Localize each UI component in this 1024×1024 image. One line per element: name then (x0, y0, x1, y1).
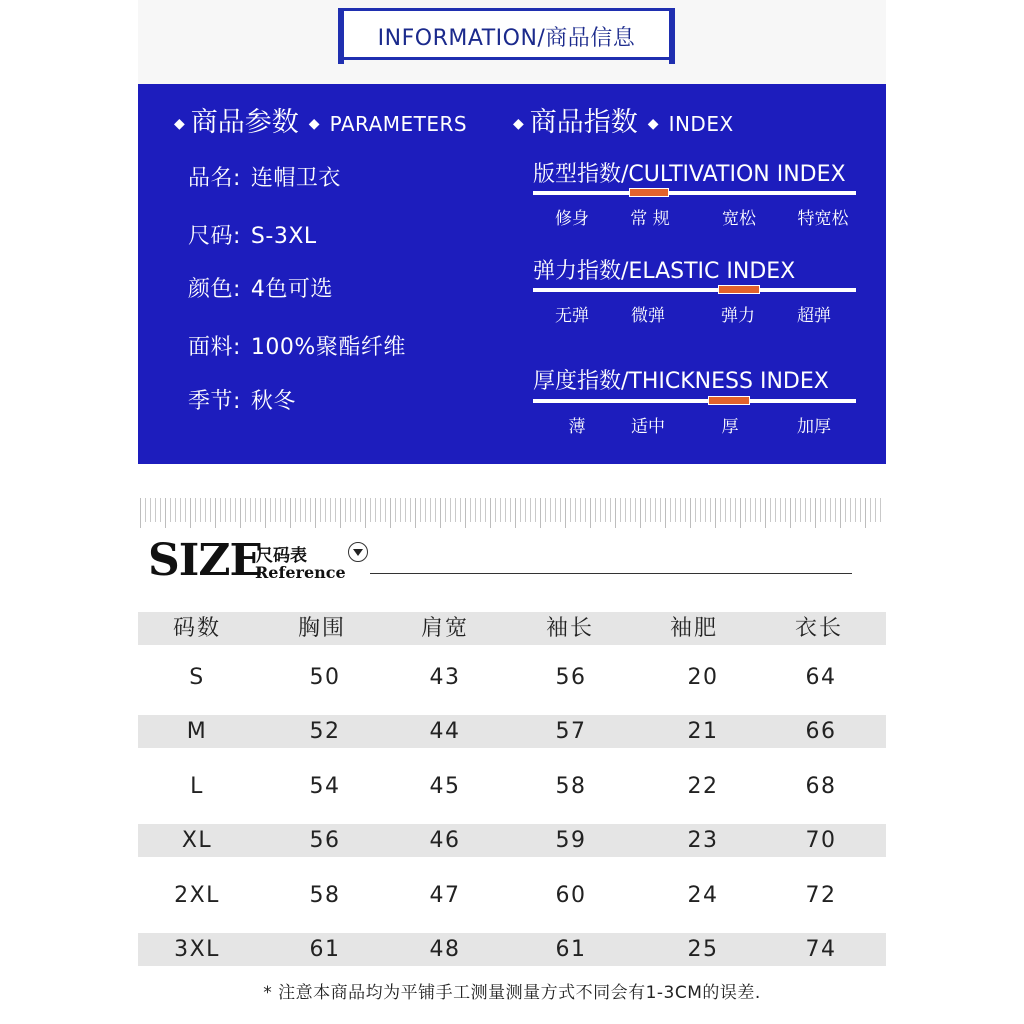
cultivation-label: 修身 (555, 209, 589, 229)
banner-right-bar (669, 8, 675, 64)
table-cell: 24 (687, 883, 719, 908)
table-cell: 3XL (174, 937, 220, 962)
param-color: 颜色: 4色可选 (188, 277, 333, 302)
param-name: 品名: 连帽卫衣 (188, 166, 341, 191)
table-cell: 48 (429, 937, 461, 962)
table-cell: 74 (805, 937, 837, 962)
size-subtitle: Reference (255, 563, 346, 582)
table-cell: 58 (309, 883, 341, 908)
elastic-label: 微弹 (631, 306, 665, 326)
table-cell: 50 (309, 665, 341, 690)
table-cell: 66 (805, 719, 837, 744)
size-title-underline (370, 573, 852, 574)
elastic-index-track (533, 288, 856, 292)
table-cell: 43 (429, 665, 461, 690)
cultivation-index-track (533, 191, 856, 195)
param-size: 尺码: S-3XL (188, 224, 317, 249)
table-cell: 59 (555, 828, 587, 853)
table-cell: 46 (429, 828, 461, 853)
table-cell: 44 (429, 719, 461, 744)
thickness-label: 加厚 (797, 417, 831, 437)
table-header-cell: 肩宽 (420, 616, 470, 641)
table-header-cell: 袖长 (545, 616, 595, 641)
table-cell: 2XL (174, 883, 220, 908)
measurement-note: * 注意本商品均为平铺手工测量测量方式不同会有1-3CM的误差. (263, 983, 761, 1003)
product-info-panel (138, 84, 886, 464)
chevron-down-icon (348, 542, 368, 562)
diamond-bullet-icon: ◆ (647, 115, 659, 132)
index-heading (513, 100, 734, 139)
cultivation-index-title: 版型指数/CULTIVATION INDEX (533, 162, 846, 187)
table-header-cell: 袖肥 (669, 616, 719, 641)
table-cell: 47 (429, 883, 461, 908)
table-cell: L (190, 774, 204, 799)
table-cell: 23 (687, 828, 719, 853)
table-cell: 58 (555, 774, 587, 799)
cultivation-label: 常 规 (630, 209, 670, 229)
elastic-index-title: 弹力指数/ELASTIC INDEX (533, 259, 796, 284)
table-cell: 45 (429, 774, 461, 799)
param-fabric: 面料: 100%聚酯纤维 (188, 335, 406, 360)
elastic-label: 弹力 (721, 306, 755, 326)
thickness-index-track (533, 399, 856, 403)
table-cell: S (189, 665, 205, 690)
table-cell: 61 (309, 937, 341, 962)
table-cell: M (186, 719, 208, 744)
table-cell: 64 (805, 665, 837, 690)
table-cell: 57 (555, 719, 587, 744)
information-banner (341, 8, 672, 60)
table-cell: XL (181, 828, 213, 853)
size-title-cn: 尺码表 (256, 546, 307, 566)
diamond-bullet-icon: ◆ (513, 115, 524, 132)
ruler-major-ticks (140, 498, 882, 528)
cultivation-label: 宽松 (722, 209, 756, 229)
size-title: SIZE (148, 535, 263, 586)
table-row (138, 824, 886, 857)
banner-title: INFORMATION/商品信息 (377, 26, 636, 51)
param-season: 季节: 秋冬 (188, 389, 296, 414)
thickness-index-marker (708, 396, 750, 405)
table-cell: 70 (805, 828, 837, 853)
table-row (138, 879, 886, 912)
elastic-label: 无弹 (555, 306, 589, 326)
cultivation-label: 特宽松 (797, 209, 849, 229)
index-heading-cn: 商品指数 (529, 107, 638, 138)
table-header-row (138, 612, 886, 645)
elastic-index-marker (718, 285, 760, 294)
cultivation-index-marker (629, 188, 669, 197)
table-row (138, 770, 886, 803)
thickness-label: 适中 (631, 417, 665, 437)
table-cell: 54 (309, 774, 341, 799)
table-cell: 68 (805, 774, 837, 799)
table-cell: 21 (687, 719, 719, 744)
elastic-label: 超弹 (797, 306, 831, 326)
table-cell: 61 (555, 937, 587, 962)
table-row (138, 715, 886, 748)
thickness-index-title: 厚度指数/THICKNESS INDEX (533, 369, 829, 394)
parameters-heading-cn: 商品参数 (190, 107, 299, 138)
table-header-cell: 码数 (172, 616, 222, 641)
diamond-bullet-icon: ◆ (308, 115, 320, 132)
parameters-heading (174, 100, 467, 139)
thickness-label: 厚 (721, 417, 739, 437)
table-cell: 60 (555, 883, 587, 908)
table-header-cell: 衣长 (794, 616, 844, 641)
table-row (138, 933, 886, 966)
table-cell: 52 (309, 719, 341, 744)
index-heading-en: INDEX (668, 112, 734, 136)
table-cell: 56 (309, 828, 341, 853)
parameters-heading-en: PARAMETERS (329, 112, 468, 136)
table-row (138, 661, 886, 694)
diamond-bullet-icon: ◆ (174, 115, 185, 132)
table-cell: 25 (687, 937, 719, 962)
table-cell: 22 (687, 774, 719, 799)
table-cell: 72 (805, 883, 837, 908)
table-header-cell: 胸围 (297, 616, 347, 641)
table-cell: 20 (687, 665, 719, 690)
thickness-label: 薄 (568, 417, 586, 437)
table-cell: 56 (555, 665, 587, 690)
